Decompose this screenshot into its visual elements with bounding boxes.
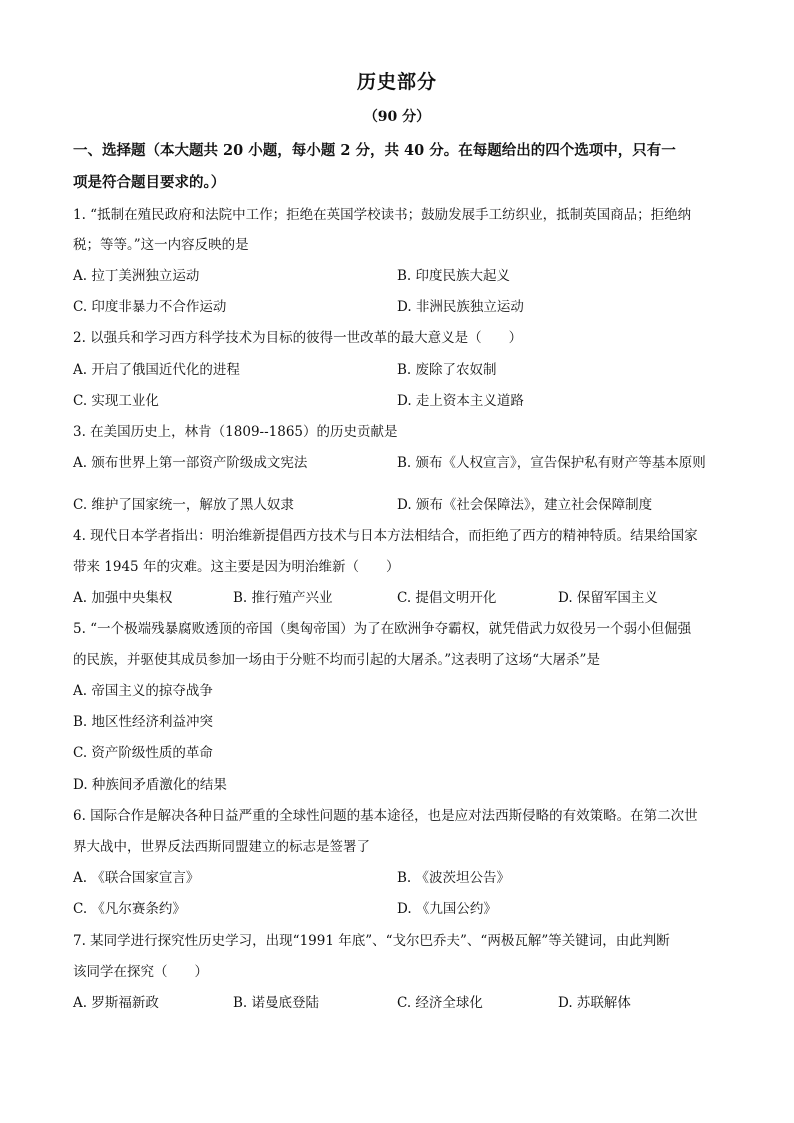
question-2-option-b[interactable]: B. 废除了农奴制 — [397, 362, 497, 378]
question-6-stem-line2: 界大战中，世界反法西斯同盟建立的标志是签署了 — [73, 839, 370, 855]
question-7-option-c[interactable]: C. 经济全球化 — [397, 995, 483, 1011]
question-6-stem-line1: 6. 国际合作是解决各种日益严重的全球性问题的基本途径，也是应对法西斯侵略的有效策略。在第二次世 — [73, 808, 698, 824]
question-3-option-a[interactable]: A. 颁布世界上第一部资产阶级成文宪法 — [73, 455, 308, 471]
question-1-option-d[interactable]: D. 非洲民族独立运动 — [397, 299, 524, 315]
question-6-option-b[interactable]: B. 《波茨坦公告》 — [397, 870, 511, 886]
question-5-stem-line1: 5. “一个极端残暴腐败透顶的帝国（奥匈帝国）为了在欧洲争夺霸权，就凭借武力奴役另一个弱小但倔强 — [73, 621, 692, 637]
question-2-stem-line1: 2. 以强兵和学习西方科学技术为目标的彼得一世改革的最大意义是（ ） — [73, 330, 523, 346]
page-title: 历史部分 — [356, 71, 437, 93]
question-4-option-d[interactable]: D. 保留军国主义 — [558, 590, 658, 606]
section-heading-line2: 项是符合题目要求的。） — [73, 174, 226, 191]
question-7-stem-line1: 7. 某同学进行探究性历史学习，出现“1991 年底”、“戈尔巴乔夫”、“两极瓦解”等关键词，由此判断 — [73, 933, 670, 949]
question-7-option-a[interactable]: A. 罗斯福新政 — [73, 995, 159, 1011]
question-3-stem-line1: 3. 在美国历史上，林肯（1809--1865）的历史贡献是 — [73, 424, 398, 440]
question-3-option-b[interactable]: B. 颁布《人权宣言》，宣告保护私有财产等基本原则 — [397, 455, 706, 471]
question-4-stem-line2: 带来 1945 年的灾难。这主要是因为明治维新（ ） — [73, 559, 400, 575]
question-1-option-b[interactable]: B. 印度民族大起义 — [397, 268, 511, 284]
question-7-option-d[interactable]: D. 苏联解体 — [558, 995, 631, 1011]
question-5-option-c[interactable]: C. 资产阶级性质的革命 — [73, 745, 213, 761]
question-4-stem-line1: 4. 现代日本学者指出：明治维新提倡西方技术与日本方法相结合，而拒绝了西方的精神特质。结果给国家 — [73, 528, 698, 544]
question-3-option-d[interactable]: D. 颁布《社会保障法》，建立社会保障制度 — [397, 497, 653, 513]
question-6-option-d[interactable]: D. 《九国公约》 — [397, 901, 497, 917]
question-6-option-c[interactable]: C. 《凡尔赛条约》 — [73, 901, 186, 917]
question-5-option-a[interactable]: A. 帝国主义的掠夺战争 — [73, 683, 213, 699]
question-4-option-a[interactable]: A. 加强中央集权 — [73, 590, 173, 606]
question-1-option-a[interactable]: A. 拉丁美洲独立运动 — [73, 268, 200, 284]
section-heading-line1: 一、选择题（本大题共 20 小题，每小题 2 分，共 40 分。在每题给出的四个选项中，只有一 — [73, 142, 676, 159]
question-1-option-c[interactable]: C. 印度非暴力不合作运动 — [73, 299, 227, 315]
question-5-option-b[interactable]: B. 地区性经济利益冲突 — [73, 714, 214, 730]
score-subtitle: （90 分） — [363, 109, 431, 125]
question-5-stem-line2: 的民族，并驱使其成员参加一场由于分赃不均而引起的大屠杀。”这表明了这场“大屠杀”是 — [73, 652, 600, 668]
question-4-option-b[interactable]: B. 推行殖产兴业 — [233, 590, 333, 606]
question-5-option-d[interactable]: D. 种族间矛盾激化的结果 — [73, 777, 227, 793]
question-7-option-b[interactable]: B. 诺曼底登陆 — [233, 995, 320, 1011]
question-7-stem-line2: 该同学在探究（ ） — [73, 964, 208, 980]
question-1-stem-line2: 税；等等。”这一内容反映的是 — [73, 237, 249, 253]
question-6-option-a[interactable]: A. 《联合国家宣言》 — [73, 870, 200, 886]
question-2-option-d[interactable]: D. 走上资本主义道路 — [397, 393, 524, 409]
question-1-stem-line1: 1. “抵制在殖民政府和法院中工作；拒绝在英国学校读书；鼓励发展手工纺织业，抵制英国商品；拒绝纳 — [73, 207, 692, 223]
question-2-option-c[interactable]: C. 实现工业化 — [73, 393, 159, 409]
question-2-option-a[interactable]: A. 开启了俄国近代化的进程 — [73, 362, 240, 378]
question-3-option-c[interactable]: C. 维护了国家统一，解放了黑人奴隶 — [73, 497, 294, 513]
question-4-option-c[interactable]: C. 提倡文明开化 — [397, 590, 497, 606]
